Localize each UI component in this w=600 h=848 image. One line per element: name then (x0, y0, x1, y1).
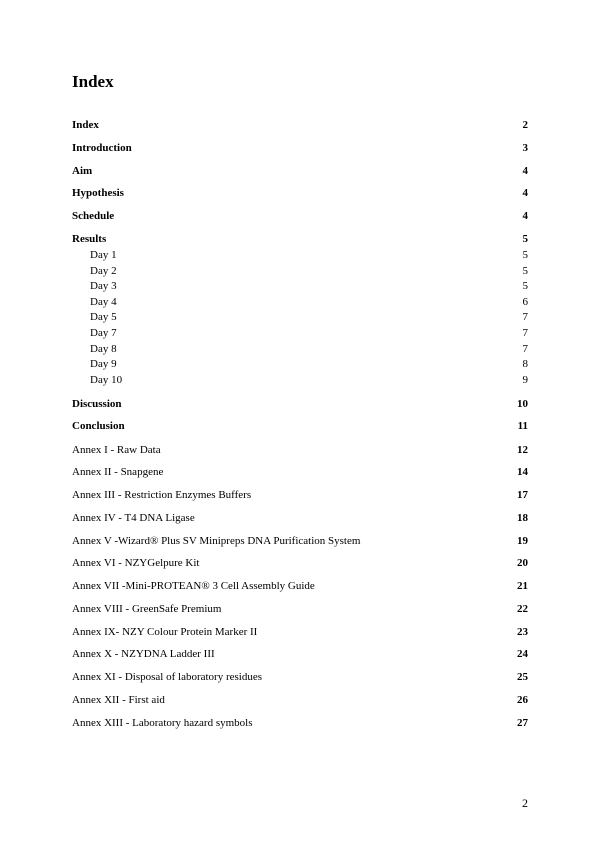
toc-page: 22 (517, 603, 528, 615)
toc-page: 7 (522, 343, 528, 355)
toc-label: Day 3 (90, 280, 117, 292)
toc-label: Annex XIII - Laboratory hazard symbols (72, 717, 253, 729)
toc-label: Annex XII - First aid (72, 694, 165, 706)
toc-entry-day-1[interactable] (72, 248, 528, 262)
toc-entry-discussion[interactable] (72, 397, 528, 411)
toc-page: 12 (517, 444, 528, 456)
toc-page: 4 (522, 187, 528, 199)
toc-entry-annex-11[interactable] (72, 670, 528, 684)
toc-page: 5 (522, 280, 528, 292)
toc-entry-annex-1[interactable] (72, 443, 528, 457)
toc-page: 18 (517, 512, 528, 524)
toc-entry-annex-5[interactable] (72, 534, 528, 548)
toc-page: 20 (517, 557, 528, 569)
toc-entry-annex-7[interactable] (72, 579, 528, 593)
toc-page: 14 (517, 466, 528, 478)
toc-label: Index (72, 119, 99, 131)
toc-entry-annex-9[interactable] (72, 625, 528, 639)
page-number: 2 (522, 796, 528, 810)
toc-page: 26 (517, 694, 528, 706)
toc-label: Annex VI - NZYGelpure Kit (72, 557, 200, 569)
toc-entry-annex-12[interactable] (72, 693, 528, 707)
toc-label: Day 9 (90, 358, 117, 370)
toc-page: 7 (522, 327, 528, 339)
toc-page: 25 (517, 671, 528, 683)
toc-entry-schedule[interactable] (72, 209, 528, 223)
toc-label: Annex XI - Disposal of laboratory residues (72, 671, 263, 683)
toc-label: Conclusion (72, 420, 125, 432)
toc-label: Annex II - Snapgene (72, 466, 164, 478)
toc-entry-aim[interactable] (72, 164, 528, 178)
toc-entry-annex-8[interactable] (72, 602, 528, 616)
toc-entry-day-7[interactable] (72, 326, 528, 340)
toc-page: 4 (522, 210, 528, 222)
toc-entry-day-5[interactable] (72, 310, 528, 324)
toc-label: Annex VII -Mini-PROTEAN® 3 Cell Assembly Guide (72, 580, 315, 592)
toc-entry-conclusion[interactable] (72, 419, 528, 433)
toc-label: Annex IV - T4 DNA Ligase (72, 512, 195, 524)
toc-label: Day 10 (90, 374, 123, 386)
toc-entry-day-9[interactable] (72, 357, 528, 371)
toc-label: Annex VIII - GreenSafe Premium (72, 603, 222, 615)
toc-page: 11 (517, 420, 528, 432)
toc-label: Day 2 (90, 265, 117, 277)
toc-page: 7 (522, 311, 528, 323)
toc-label: Annex IX- NZY Colour Protein Marker II (72, 626, 258, 638)
toc-entry-annex-13[interactable] (72, 716, 528, 730)
toc-entry-results[interactable] (72, 232, 528, 246)
toc-page: 27 (517, 717, 528, 729)
toc-entry-day-2[interactable] (72, 264, 528, 278)
toc-page: 21 (517, 580, 528, 592)
toc-entry-annex-3[interactable] (72, 488, 528, 502)
toc-page: 6 (522, 296, 528, 308)
toc-label: Hypothesis (72, 187, 124, 199)
toc-label: Annex V -Wizard® Plus SV Minipreps DNA Purification System (72, 535, 361, 547)
toc-entry-annex-6[interactable] (72, 556, 528, 570)
toc-page: 9 (522, 374, 528, 386)
toc-label: Annex X - NZYDNA Ladder III (72, 648, 215, 660)
toc-label: Introduction (72, 142, 132, 154)
toc-entry-day-3[interactable] (72, 279, 528, 293)
toc-page: 5 (522, 233, 528, 245)
toc-entry-introduction[interactable] (72, 141, 528, 155)
toc-label: Schedule (72, 210, 115, 222)
toc-label: Day 1 (90, 249, 117, 261)
toc-label: Day 8 (90, 343, 117, 355)
toc-entry-index[interactable] (72, 118, 528, 132)
toc-entry-day-8[interactable] (72, 342, 528, 356)
toc-label: Day 7 (90, 327, 117, 339)
toc-entry-annex-10[interactable] (72, 647, 528, 661)
toc-page: 19 (517, 535, 528, 547)
toc-entry-day-10[interactable] (72, 373, 528, 387)
toc-page: 4 (522, 165, 528, 177)
toc-page: 24 (517, 648, 528, 660)
toc-page: 5 (522, 265, 528, 277)
toc-label: Results (72, 233, 107, 245)
toc-label: Annex III - Restriction Enzymes Buffers (72, 489, 252, 501)
toc-label: Annex I - Raw Data (72, 444, 161, 456)
toc-label: Day 4 (90, 296, 117, 308)
toc-page: 23 (517, 626, 528, 638)
toc-entry-annex-2[interactable] (72, 465, 528, 479)
toc-entry-hypothesis[interactable] (72, 186, 528, 200)
toc-label: Aim (72, 165, 93, 177)
toc-label: Day 5 (90, 311, 117, 323)
toc-page: 10 (517, 398, 528, 410)
toc-page: 2 (522, 119, 528, 131)
toc-entry-annex-4[interactable] (72, 511, 528, 525)
toc-page: 5 (522, 249, 528, 261)
toc-label: Discussion (72, 398, 122, 410)
toc-entry-day-4[interactable] (72, 295, 528, 309)
toc-page: 17 (517, 489, 528, 501)
toc-page: 8 (522, 358, 528, 370)
page-title: Index (72, 72, 114, 91)
toc-page: 3 (522, 142, 528, 154)
